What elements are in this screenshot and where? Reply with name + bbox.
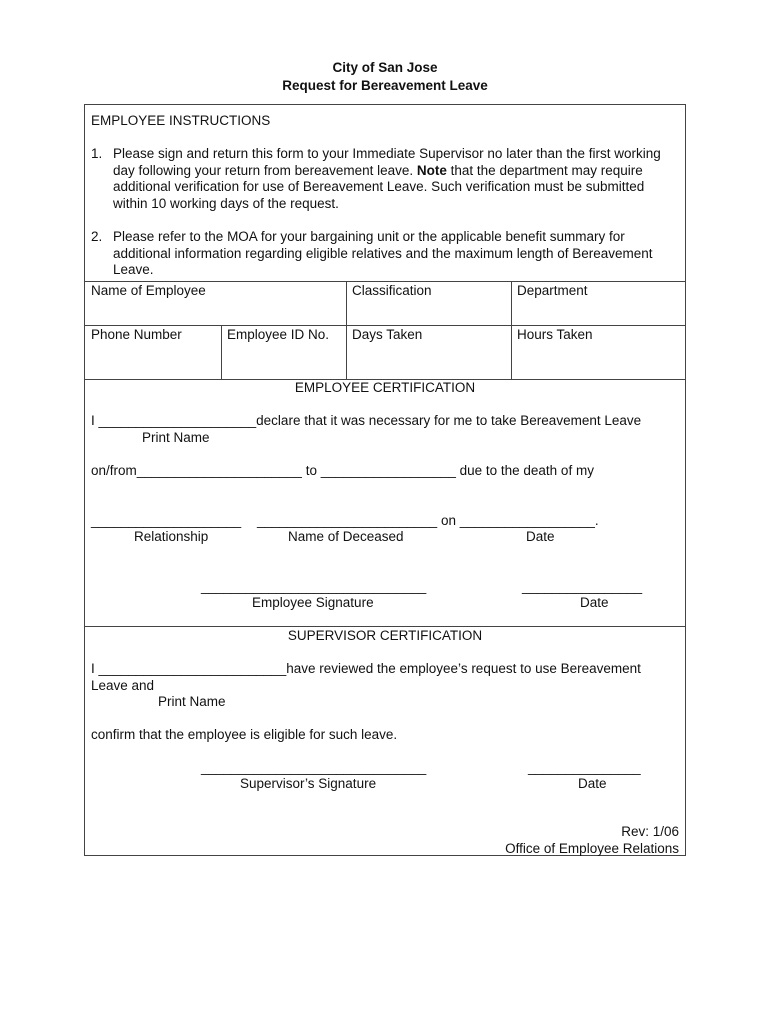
supervisor-review-line-continued: Leave and [91, 678, 155, 693]
instruction-item-2 [91, 229, 681, 279]
instruction-number: 1. [91, 146, 103, 161]
days-taken-field[interactable]: Days Taken [352, 327, 423, 342]
employee-signature-label: Employee Signature [252, 595, 374, 610]
instruction-number: 2. [91, 229, 103, 244]
note-label: Note [416, 162, 447, 178]
supervisor-confirm-text: confirm that the employee is eligible for such leave. [91, 727, 398, 742]
employee-certification-heading: EMPLOYEE CERTIFICATION [294, 380, 476, 395]
revision-label: Rev: 1/06 [621, 824, 679, 839]
relationship-blank[interactable]: ____________________ [91, 513, 242, 528]
form-title: City of San Jose [332, 60, 438, 75]
bereavement-form [84, 104, 686, 856]
divider [85, 281, 685, 282]
death-date-label: Date [526, 529, 555, 544]
instruction-item-1 [91, 146, 681, 212]
hours-taken-field[interactable]: Hours Taken [517, 327, 593, 342]
supervisor-review-line[interactable]: I _________________________have reviewed the employee’s request to use Bereavement [91, 661, 641, 676]
name-of-employee-field[interactable]: Name of Employee [91, 283, 206, 298]
instruction-text: Please sign and return this form to your Immediate Supervisor no later than the first working day following your return from bereavement leave. Note that the department may require additional verification for use of Bereavement Leave. Such verification must be submitted within 10 working days of the request. [113, 146, 661, 211]
employee-signature-date-label: Date [580, 595, 609, 610]
deceased-blank[interactable]: ________________________ on __________________. [257, 513, 599, 528]
supervisor-signature-label: Supervisor’s Signature [240, 776, 377, 791]
employee-declaration-line[interactable]: I _____________________declare that it was necessary for me to take Bereavement Leave [91, 413, 642, 428]
deceased-name-label: Name of Deceased [288, 529, 404, 544]
office-label: Office of Employee Relations [505, 841, 679, 856]
supervisor-signature-date-blank[interactable]: _______________ [528, 760, 641, 775]
form-subtitle: Request for Bereavement Leave [282, 78, 488, 93]
classification-field[interactable]: Classification [352, 283, 432, 298]
instruction-text: Please refer to the MOA for your bargaining unit or the applicable benefit summary for additional information regarding eligible relatives and the maximum length of Bereavement Leave. [113, 229, 653, 277]
supervisor-print-name-label: Print Name [158, 694, 226, 709]
supervisor-signature-blank[interactable]: ______________________________ [201, 760, 427, 775]
print-name-label: Print Name [142, 430, 210, 445]
divider [511, 281, 512, 379]
divider [221, 325, 222, 379]
leave-dates-line[interactable]: on/from______________________ to __________________ due to the death of my [91, 463, 594, 478]
phone-number-field[interactable]: Phone Number [91, 327, 182, 342]
employee-id-field[interactable]: Employee ID No. [227, 327, 330, 342]
divider [346, 281, 347, 379]
supervisor-certification-heading: SUPERVISOR CERTIFICATION [287, 628, 483, 643]
relationship-label: Relationship [134, 529, 209, 544]
department-field[interactable]: Department [517, 283, 588, 298]
divider [85, 325, 685, 326]
employee-signature-date-blank[interactable]: ________________ [522, 579, 643, 594]
supervisor-signature-date-label: Date [578, 776, 607, 791]
employee-signature-blank[interactable]: ______________________________ [201, 579, 427, 594]
divider [85, 626, 685, 627]
instructions-heading: EMPLOYEE INSTRUCTIONS [91, 113, 271, 128]
